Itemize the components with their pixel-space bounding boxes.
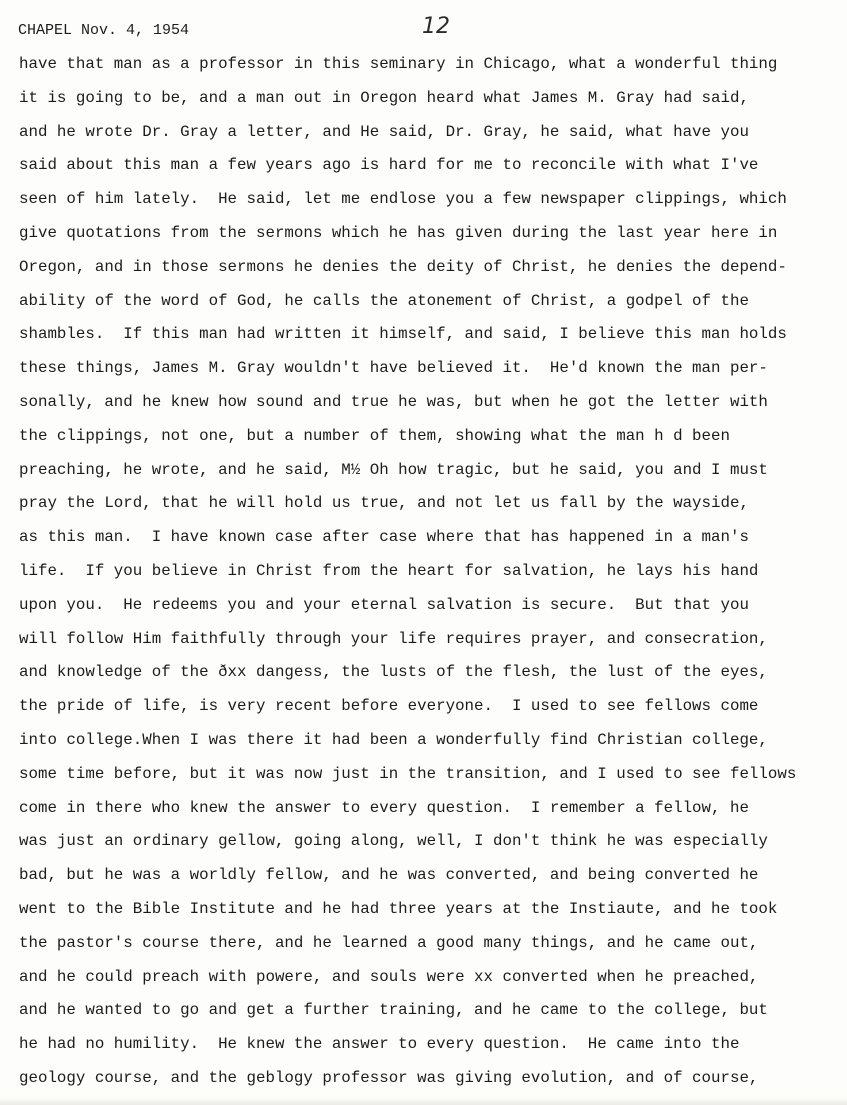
text-line: come in there who knew the answer to every question. I remember a fellow, he xyxy=(19,798,749,817)
text-line: the pastor's course there, and he learned a good many things, and he came out, xyxy=(19,933,759,952)
body-text xyxy=(19,51,839,1099)
text-line: and he wanted to go and get a further training, and he came to the college, but xyxy=(19,1001,768,1020)
page-edge-shadow xyxy=(0,1097,847,1105)
text-line: he had no humility. He knew the answer to every question. He came into the xyxy=(19,1035,740,1054)
text-line: some time before, but it was now just in the transition, and I used to see fellows xyxy=(19,764,797,783)
text-line: shambles. If this man had written it himself, and said, I believe this man holds xyxy=(19,325,787,344)
text-line: said about this man a few years ago is hard for me to reconcile with what I've xyxy=(19,156,759,175)
text-line: life. If you believe in Christ from the heart for salvation, he lays his hand xyxy=(19,561,759,580)
text-line: the clippings, not one, but a number of them, showing what the man h d been xyxy=(19,426,730,445)
page-number: 12 xyxy=(422,14,450,39)
text-line: have that man as a professor in this seminary in Chicago, what a wonderful thing xyxy=(19,55,778,73)
text-line: as this man. I have known case after case where that has happened in a man's xyxy=(19,528,749,547)
text-line: give quotations from the sermons which he has given during the last year here in xyxy=(19,223,778,242)
text-line: will follow Him faithfully through your life requires prayer, and consecration, xyxy=(19,629,768,648)
text-line: Oregon, and in those sermons he denies the deity of Christ, he denies the depend- xyxy=(19,257,787,276)
text-line: into college.When I was there it had been a wonderfully find Christian college, xyxy=(19,730,768,749)
text-line: went to the Bible Institute and he had three years at the Instiaute, and he took xyxy=(19,899,778,918)
text-line: pray the Lord, that he will hold us true, and not let us fall by the wayside, xyxy=(19,494,749,513)
text-line: was just an ordinary gellow, going along, well, I don't think he was especially xyxy=(19,832,768,851)
text-line: geology course, and the geblogy professor was giving evolution, and of course, xyxy=(19,1068,759,1087)
text-line: and he could preach with powere, and souls were xx converted when he preached, xyxy=(19,967,759,986)
text-line: and he wrote Dr. Gray a letter, and He said, Dr. Gray, he said, what have you xyxy=(19,122,749,141)
page-header: CHAPEL Nov. 4, 1954 xyxy=(18,22,190,39)
text-line: seen of him lately. He said, let me endlose you a few newspaper clippings, which xyxy=(19,190,787,209)
text-line: the pride of life, is very recent before everyone. I used to see fellows come xyxy=(19,697,759,716)
text-line: preaching, he wrote, and he said, M½ Oh how tragic, but he said, you and I must xyxy=(19,460,768,479)
text-line: bad, but he was a worldly fellow, and he was converted, and being converted he xyxy=(19,866,759,885)
text-line: and knowledge of the ðxx dangess, the lusts of the flesh, the lust of the eyes, xyxy=(19,663,768,682)
text-line: ability of the word of God, he calls the atonement of Christ, a godpel of the xyxy=(19,291,749,310)
text-line: sonally, and he knew how sound and true he was, but when he got the letter with xyxy=(19,392,768,411)
text-line: these things, James M. Gray wouldn't have believed it. He'd known the man per- xyxy=(19,359,768,378)
text-line: it is going to be, and a man out in Oregon heard what James M. Gray had said, xyxy=(19,88,749,107)
text-line: upon you. He redeems you and your eternal salvation is secure. But that you xyxy=(19,595,749,614)
